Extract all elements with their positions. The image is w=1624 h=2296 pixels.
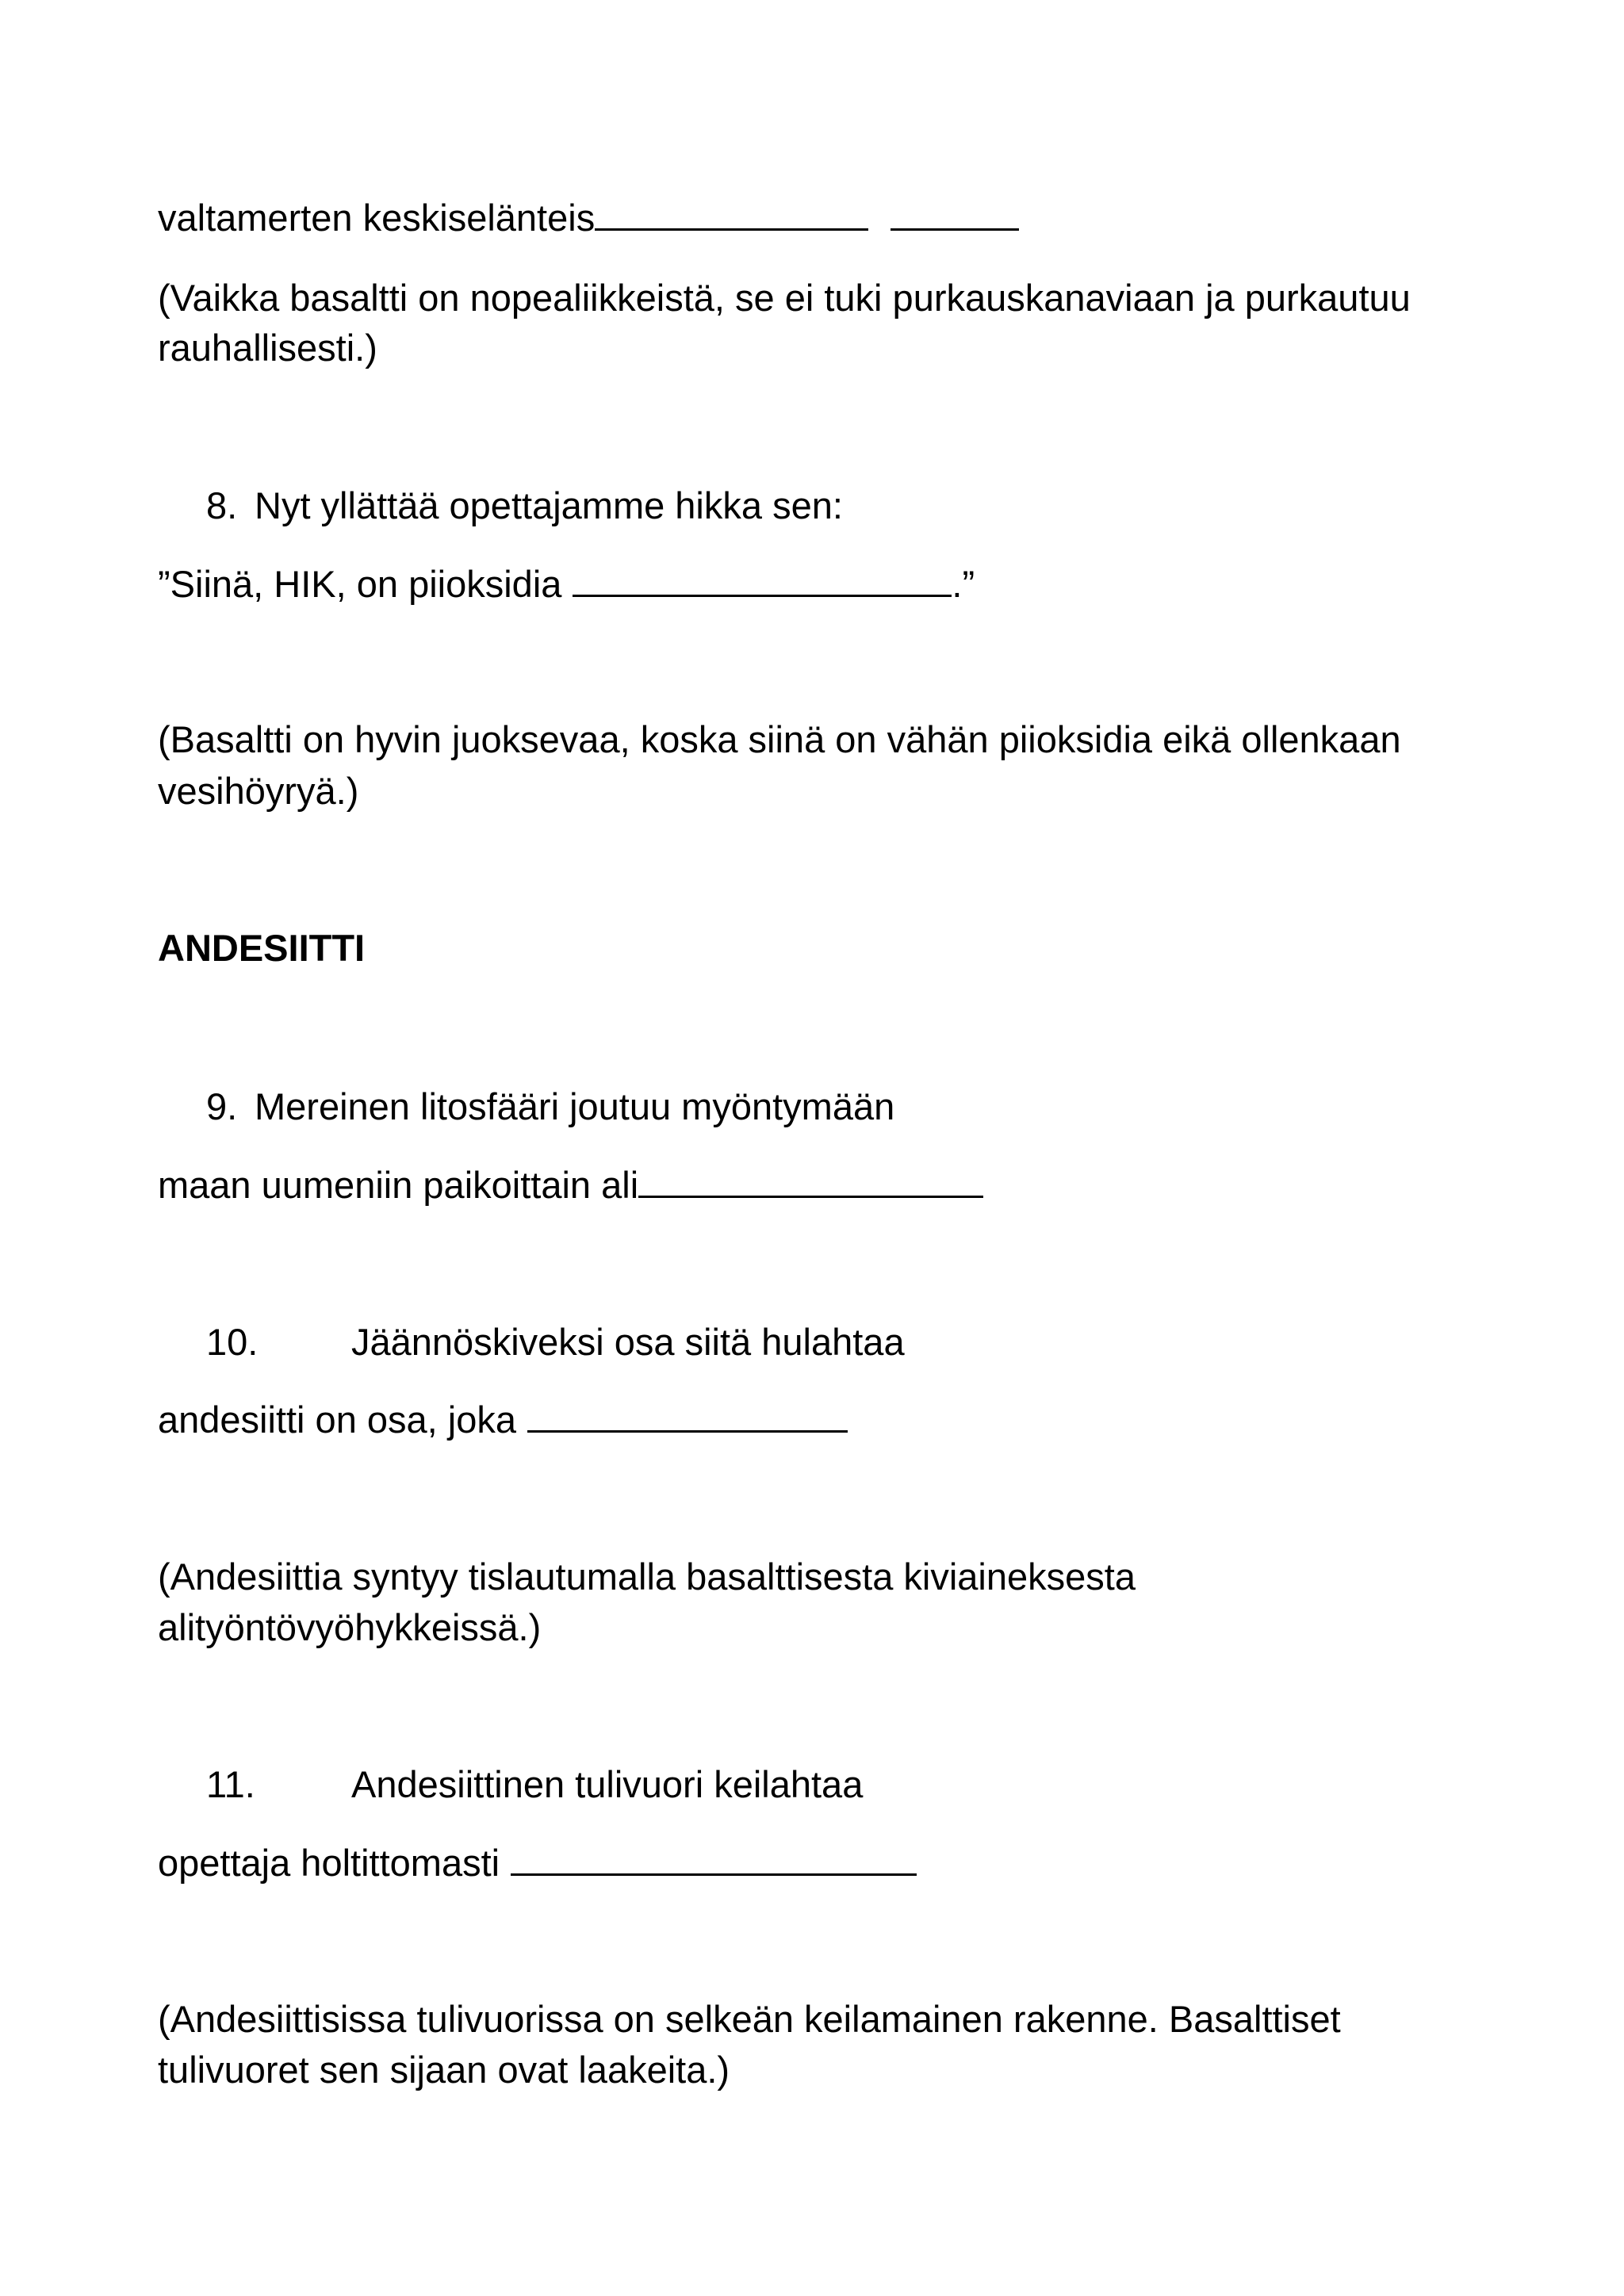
answer-blank[interactable] bbox=[527, 1399, 848, 1433]
q10-answer-prefix: andesiitti on osa, joka bbox=[158, 1399, 517, 1441]
line-1-text: valtamerten keskiselänteis bbox=[158, 197, 596, 239]
question-11-text: Andesiittinen tulivuori keilahtaa bbox=[351, 1763, 864, 1805]
question-9-number: 9. bbox=[206, 1085, 238, 1127]
text-line-7: vesihöyryä.) bbox=[158, 770, 359, 812]
question-11-number: 11. bbox=[206, 1763, 255, 1805]
question-10-number: 10. bbox=[206, 1321, 259, 1363]
answer-blank[interactable] bbox=[511, 1842, 917, 1876]
question-8-answer-line bbox=[158, 560, 975, 609]
question-9-answer-line bbox=[158, 1161, 983, 1210]
section-heading: ANDESIITTI bbox=[158, 927, 366, 969]
question-9-text: Mereinen litosfääri joutuu myöntymään bbox=[255, 1085, 895, 1127]
text-line-18: (Andesiittisissa tulivuorissa on selkeän keilamainen rakenne. Basalttiset bbox=[158, 1998, 1341, 2040]
text-line-3: rauhallisesti.) bbox=[158, 327, 377, 369]
answer-blank[interactable] bbox=[638, 1164, 983, 1198]
text-line-15: alityöntövyöhykkeissä.) bbox=[158, 1606, 542, 1648]
answer-blank[interactable] bbox=[891, 197, 1019, 231]
text-line-19: tulivuoret sen sijaan ovat laakeita.) bbox=[158, 2049, 730, 2091]
question-8-number: 8. bbox=[206, 484, 238, 526]
answer-blank[interactable] bbox=[595, 197, 868, 231]
q8-answer-prefix: ”Siinä, HIK, on piioksidia bbox=[158, 563, 562, 605]
text-line-14: (Andesiittia syntyy tislautumalla basalttisesta kiviaineksesta bbox=[158, 1556, 1136, 1598]
text-line-6: (Basaltti on hyvin juoksevaa, koska siinä on vähän piioksidia eikä ollenkaan bbox=[158, 718, 1401, 760]
question-11-answer-line bbox=[158, 1839, 917, 1888]
q9-answer-prefix: maan uumeniin paikoittain ali bbox=[158, 1164, 639, 1206]
text-line-2: (Vaikka basaltti on nopealiikkeistä, se ei tuki purkauskanaviaan ja purkautuu bbox=[158, 277, 1411, 319]
text-line-1 bbox=[158, 193, 1019, 243]
question-10-text: Jäännöskiveksi osa siitä hulahtaa bbox=[351, 1321, 905, 1363]
answer-blank[interactable] bbox=[573, 563, 952, 597]
q8-answer-suffix: .” bbox=[952, 563, 975, 605]
q11-answer-prefix: opettaja holtittomasti bbox=[158, 1842, 500, 1884]
question-10-answer-line bbox=[158, 1395, 848, 1445]
question-8-text: Nyt yllättää opettajamme hikka sen: bbox=[255, 484, 843, 526]
